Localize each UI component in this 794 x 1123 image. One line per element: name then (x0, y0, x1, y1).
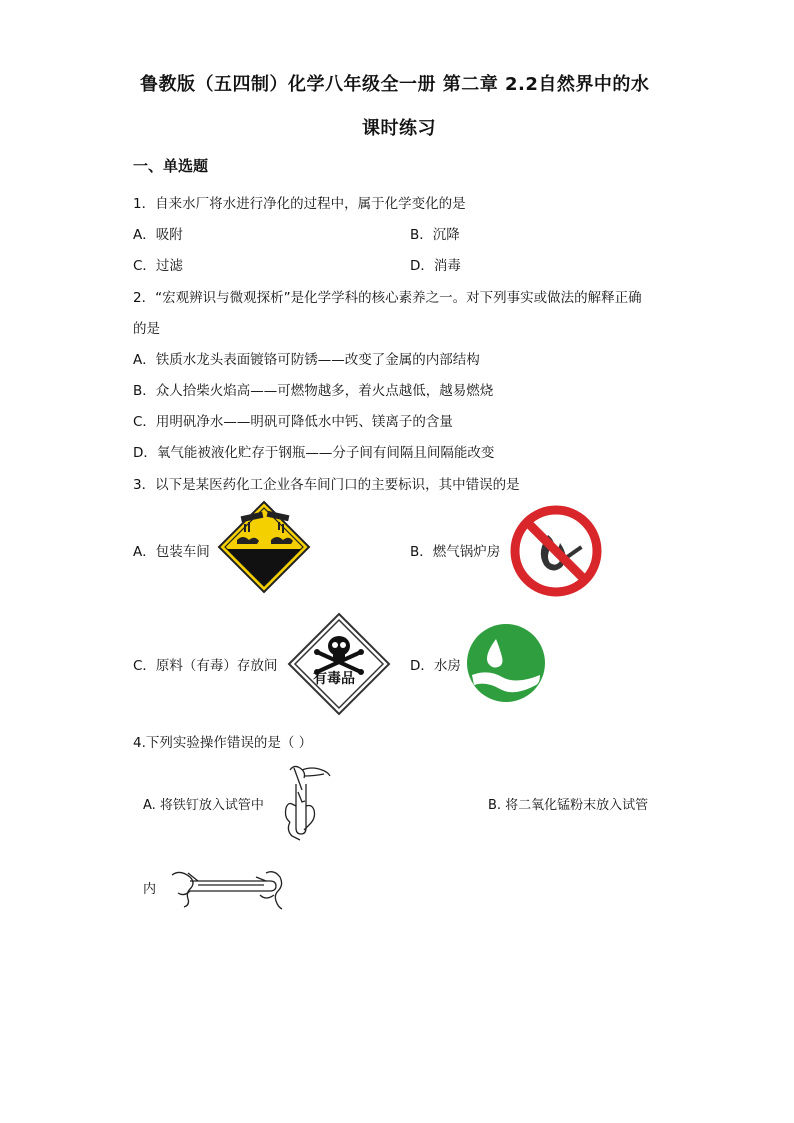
no-fire-sign-icon (510, 505, 602, 597)
toxic-sign-label: 有毒品 (313, 671, 355, 687)
question-3-option-d: D．水房 (410, 658, 461, 674)
question-3-stem: 3．以下是某医药化工企业各车间门口的主要标识，其中错误的是 (133, 477, 520, 493)
question-1-option-b: B．沉降 (410, 227, 460, 243)
document-title-line2: 课时练习 (362, 118, 436, 139)
question-2-option-c: C．用明矾净水——明矾可降低水中钙、镁离子的含量 (133, 414, 453, 430)
question-1-option-d: D．消毒 (410, 258, 461, 274)
question-1-stem: 1．自来水厂将水进行净化的过程中，属于化学变化的是 (133, 196, 466, 212)
question-3-option-c: C．原料（有毒）存放间 (133, 658, 278, 674)
water-sign-icon (466, 623, 546, 703)
toxic-sign-icon (287, 612, 391, 716)
corrosive-sign-icon (217, 500, 311, 594)
question-4-stem: 4.下列实验操作错误的是（ ） (133, 735, 313, 751)
question-2-option-a: A．铁质水龙头表面镀铬可防锈——改变了金属的内部结构 (133, 352, 480, 368)
question-2-stem-line2: 的是 (133, 321, 160, 337)
section-heading: 一、单选题 (133, 157, 209, 175)
question-4-option-a: A. 将铁钉放入试管中 (143, 798, 264, 813)
question-3-option-b: B．燃气锅炉房 (410, 544, 501, 560)
question-3-option-a: A．包装车间 (133, 544, 210, 560)
question-1-option-a: A．吸附 (133, 227, 183, 243)
question-4-option-b-line1: B. 将二氧化锰粉末放入试管 (488, 798, 649, 813)
question-4-option-b-line2: 内 (143, 882, 157, 897)
question-2-option-d: D．氧气能被液化贮存于钢瓶——分子间有间隔且间隔能改变 (133, 445, 495, 461)
question-2-stem-line1: 2．“宏观辨识与微观探析”是化学学科的核心素养之一。对下列事实或做法的解释正确 (133, 290, 642, 306)
question-2-option-b: B．众人拾柴火焰高——可燃物越多，着火点越低，越易燃烧 (133, 383, 494, 399)
test-tube-nail-illustration (272, 762, 332, 844)
question-1-option-c: C．过滤 (133, 258, 183, 274)
document-title-line1: 鲁教版（五四制）化学八年级全一册 第二章 2.2自然界中的水 (140, 74, 650, 95)
test-tube-powder-illustration (168, 865, 288, 911)
